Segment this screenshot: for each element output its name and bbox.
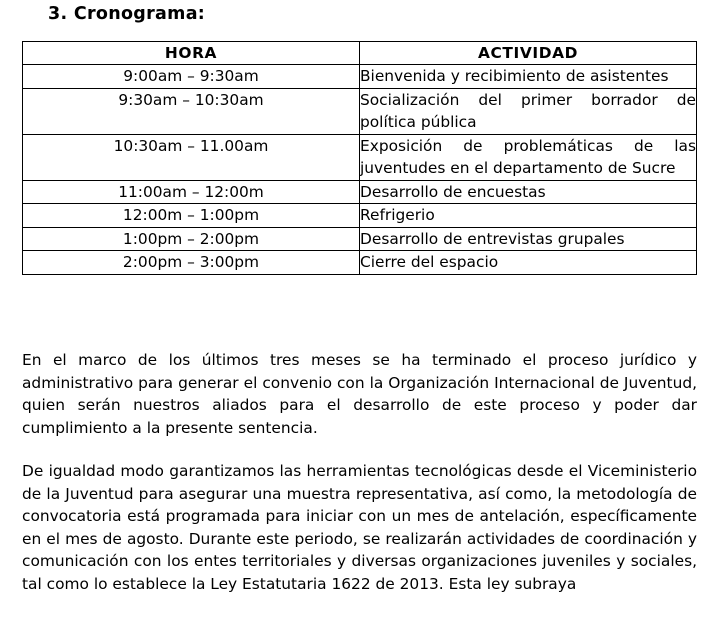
table-row [23, 65, 697, 89]
cell-hora: 11:00am – 12:00m [23, 180, 360, 204]
cell-hora: 10:30am – 11.00am [23, 134, 360, 180]
cell-hora: 1:00pm – 2:00pm [23, 227, 360, 251]
cell-actividad: Refrigerio [360, 204, 697, 228]
cell-actividad: Exposición de problemáticas de las juventudes en el departamento de Sucre [360, 134, 697, 180]
header-hora: HORA [23, 42, 360, 65]
table-row [23, 134, 697, 180]
table-row [23, 251, 697, 275]
section-title: 3. Cronograma: [48, 4, 206, 24]
cell-actividad: Desarrollo de encuestas [360, 180, 697, 204]
cell-hora: 12:00m – 1:00pm [23, 204, 360, 228]
schedule-table [22, 41, 697, 275]
cell-hora: 2:00pm – 3:00pm [23, 251, 360, 275]
cell-actividad: Cierre del espacio [360, 251, 697, 275]
body-paragraph: En el marco de los últimos tres meses se ha terminado el proceso jurídico y administrativo para generar el convenio con la Organización Internacional de Juventud, quien serán nuestros aliados para el desarrollo de este proceso y poder dar cumplimiento a la presente sentencia. [22, 351, 697, 437]
cell-actividad: Desarrollo de entrevistas grupales [360, 227, 697, 251]
table-row [23, 204, 697, 228]
cell-hora: 9:30am – 10:30am [23, 88, 360, 134]
table-row [23, 180, 697, 204]
table-header-row [23, 42, 697, 65]
cell-hora: 9:00am – 9:30am [23, 65, 360, 89]
cell-actividad: Socialización del primer borrador de política pública [360, 88, 697, 134]
header-actividad: ACTIVIDAD [360, 42, 697, 65]
table-row [23, 88, 697, 134]
table-row [23, 227, 697, 251]
body-paragraph: De igualdad modo garantizamos las herramientas tecnológicas desde el Viceministerio de la Juventud para asegurar una muestra representativa, así como, la metodología de convocatoria está programada para iniciar con un mes de antelación, específicamente en el mes de agosto. Durante este periodo, se realizarán actividades de coordinación y comunicación con los entes territoriales y diversas organizaciones juveniles y sociales, tal como lo establece la Ley Estatutaria 1622 de 2013. Esta ley subraya [22, 462, 697, 593]
cell-actividad: Bienvenida y recibimiento de asistentes [360, 65, 697, 89]
